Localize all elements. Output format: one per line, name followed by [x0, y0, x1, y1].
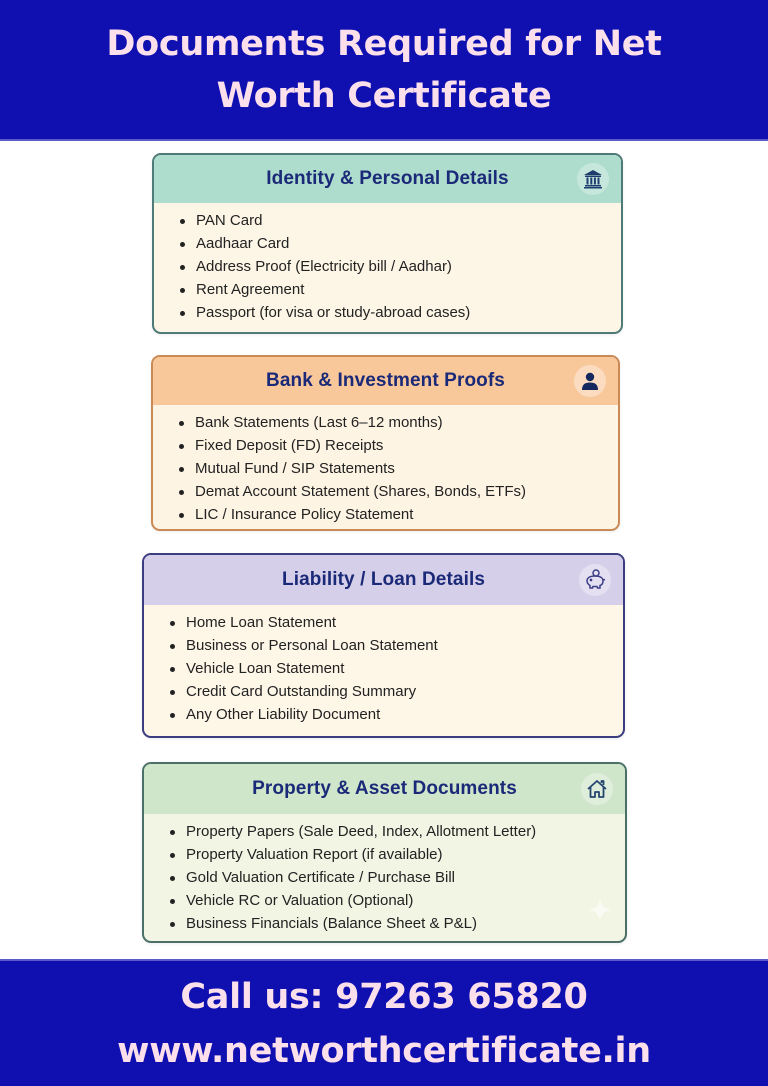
- list-item: Any Other Liability Document: [144, 703, 623, 726]
- person-icon: [574, 365, 606, 397]
- list-item: Credit Card Outstanding Summary: [144, 680, 623, 703]
- list-item: Home Loan Statement: [144, 611, 623, 634]
- section-property-asset-documents: [142, 762, 627, 943]
- section-body: [144, 814, 625, 935]
- house-icon: [581, 773, 613, 805]
- section-title: Bank & Investment Proofs: [266, 370, 505, 391]
- sparkle-icon: [587, 897, 613, 923]
- section-header: [153, 357, 618, 405]
- section-bank-investment-proofs: [151, 355, 620, 531]
- list-item: Business Financials (Balance Sheet & P&L): [144, 912, 625, 935]
- list-item: Demat Account Statement (Shares, Bonds, ETFs): [153, 480, 618, 503]
- header-banner: [0, 0, 768, 141]
- list-item: Business or Personal Loan Statement: [144, 634, 623, 657]
- section-header: [144, 555, 623, 605]
- section-identity-personal-details: [152, 153, 623, 334]
- bank-building-icon: [577, 163, 609, 195]
- list-item: Gold Valuation Certificate / Purchase Bill: [144, 866, 625, 889]
- list-item: Rent Agreement: [154, 278, 621, 301]
- list-item: Bank Statements (Last 6–12 months): [153, 411, 618, 434]
- list-item: Address Proof (Electricity bill / Aadhar): [154, 255, 621, 278]
- list-item: Property Papers (Sale Deed, Index, Allotment Letter): [144, 820, 625, 843]
- list-item: Property Valuation Report (if available): [144, 843, 625, 866]
- section-body: [144, 605, 623, 726]
- page-title-line-2: Worth Certificate: [216, 75, 552, 116]
- document-list: [144, 611, 623, 726]
- document-list: [153, 411, 618, 526]
- website-link[interactable]: www.networthcertificate.in: [117, 1030, 651, 1071]
- document-list: [144, 820, 625, 935]
- piggy-bank-icon: [579, 564, 611, 596]
- section-title: Property & Asset Documents: [252, 778, 517, 799]
- list-item: PAN Card: [154, 209, 621, 232]
- list-item: Passport (for visa or study-abroad cases): [154, 301, 621, 324]
- section-liability-loan-details: [142, 553, 625, 738]
- list-item: LIC / Insurance Policy Statement: [153, 503, 618, 526]
- section-body: [153, 405, 618, 526]
- list-item: Mutual Fund / SIP Statements: [153, 457, 618, 480]
- section-body: [154, 203, 621, 324]
- list-item: Vehicle RC or Valuation (Optional): [144, 889, 625, 912]
- page-title-line-1: Documents Required for Net: [106, 23, 662, 64]
- section-title: Identity & Personal Details: [266, 168, 509, 189]
- list-item: Fixed Deposit (FD) Receipts: [153, 434, 618, 457]
- list-item: Vehicle Loan Statement: [144, 657, 623, 680]
- section-title: Liability / Loan Details: [282, 569, 485, 590]
- footer-banner: [0, 959, 768, 1086]
- contact-phone: Call us: 97263 65820: [180, 976, 588, 1017]
- section-header: [144, 764, 625, 814]
- list-item: Aadhaar Card: [154, 232, 621, 255]
- section-header: [154, 155, 621, 203]
- document-list: [154, 209, 621, 324]
